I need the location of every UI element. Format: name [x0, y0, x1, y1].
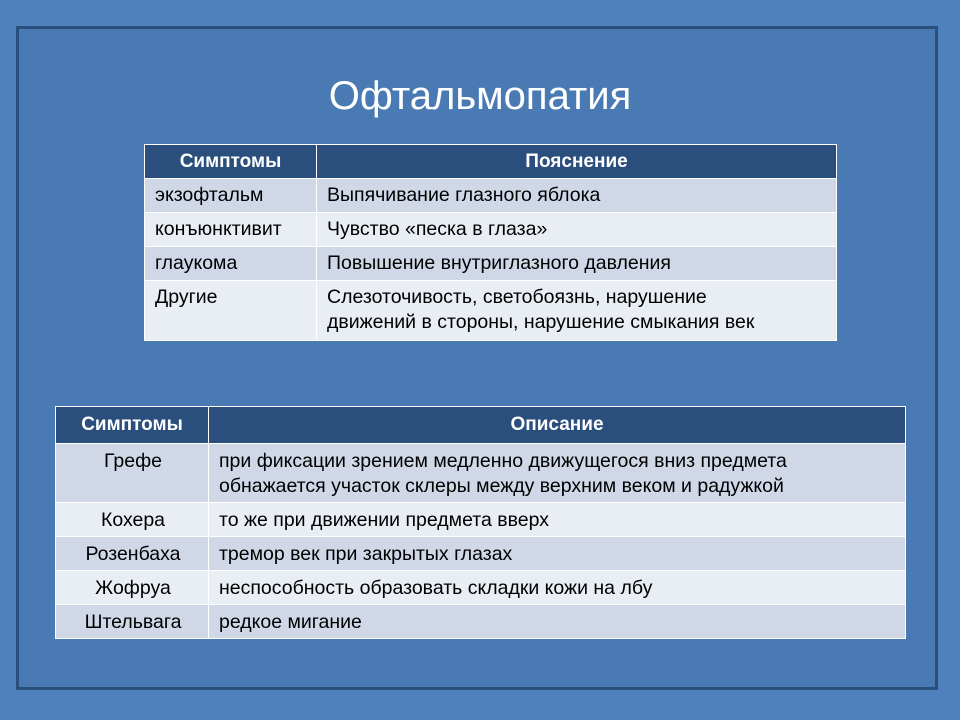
eye-signs-table: [55, 406, 906, 639]
sign-name-cell: Розенбаха: [56, 537, 209, 571]
table-row: [145, 281, 837, 341]
column-header-symptoms: Симптомы: [145, 145, 317, 179]
symptom-cell: глаукома: [145, 247, 317, 281]
column-header-explanation: Пояснение: [317, 145, 837, 179]
description-cell: то же при движении предмета вверх: [209, 503, 906, 537]
table-row: [145, 179, 837, 213]
description-line: при фиксации зрением медленно движущегося вниз предмета: [219, 450, 787, 472]
sign-name-cell: Жофруа: [56, 571, 209, 605]
explanation-cell: Выпячивание глазного яблока: [317, 179, 837, 213]
description-cell: неспособность образовать складки кожи на лбу: [209, 571, 906, 605]
description-cell: [209, 444, 906, 503]
sign-name-cell: Кохера: [56, 503, 209, 537]
symptoms-explanation-table: [144, 144, 837, 341]
explanation-cell: Повышение внутриглазного давления: [317, 247, 837, 281]
table-row: [145, 247, 837, 281]
table-row: [56, 537, 906, 571]
table-row: [56, 605, 906, 639]
slide-title: Офтальмопатия: [328, 74, 632, 118]
column-header-description: Описание: [209, 407, 906, 444]
description-line: обнажается участок склеры между верхним веком и радужкой: [219, 475, 784, 497]
sign-name-cell: Штельвага: [56, 605, 209, 639]
symptom-cell: конъюнктивит: [145, 213, 317, 247]
table-row: [56, 444, 906, 503]
table-row: [145, 213, 837, 247]
sign-name-cell: Грефе: [56, 444, 209, 503]
symptom-cell: экзофтальм: [145, 179, 317, 213]
description-cell: редкое мигание: [209, 605, 906, 639]
explanation-line: движений в стороны, нарушение смыкания век: [327, 311, 755, 333]
description-cell: тремор век при закрытых глазах: [209, 537, 906, 571]
symptom-cell: Другие: [145, 281, 317, 341]
column-header-symptoms: Симптомы: [56, 407, 209, 444]
explanation-cell: [317, 281, 837, 341]
table-header-row: [145, 145, 837, 179]
table-row: [56, 503, 906, 537]
table-row: [56, 571, 906, 605]
explanation-cell: Чувство «песка в глаза»: [317, 213, 837, 247]
explanation-line: Слезоточивость, светобоязнь, нарушение: [327, 286, 707, 308]
table-header-row: [56, 407, 906, 444]
